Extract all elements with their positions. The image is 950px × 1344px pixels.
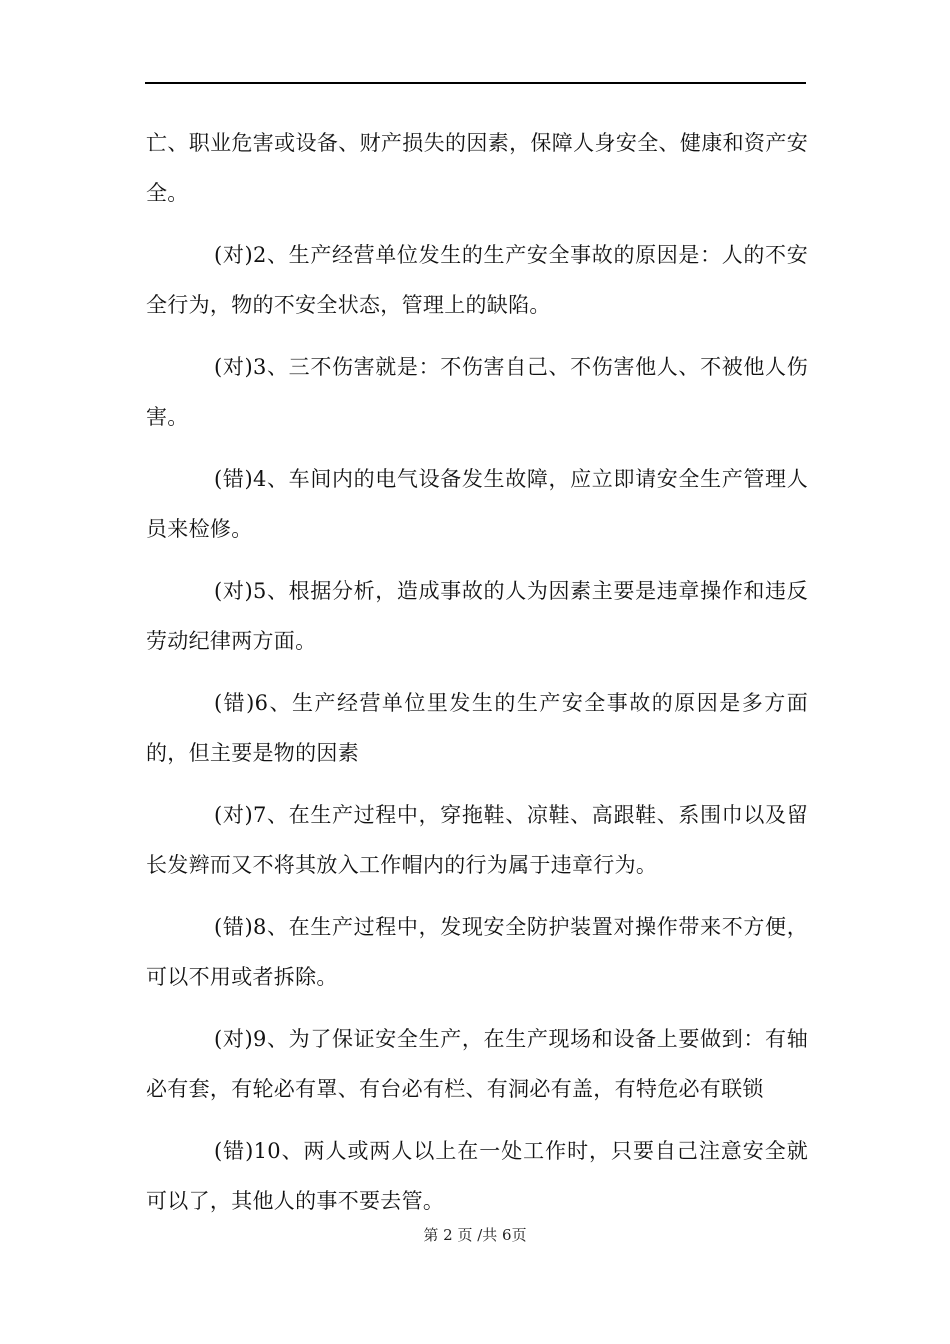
question-4: (错)4、车间内的电气设备发生故障，应立即请安全生产管理人员来检修。	[146, 467, 808, 541]
question-6: (错)6、生产经营单位里发生的生产安全事故的原因是多方面的，但主要是物的因素	[146, 691, 808, 765]
question-2: (对)2、生产经营单位发生的生产安全事故的原因是：人的不安全行为，物的不安全状态，管理上的缺陷。	[146, 243, 808, 317]
header-rule	[145, 82, 806, 84]
question-3: (对)3、三不伤害就是：不伤害自己、不伤害他人、不被他人伤害。	[146, 355, 808, 429]
question-7: (对)7、在生产过程中，穿拖鞋、凉鞋、高跟鞋、系围巾以及留长发辫而又不将其放入工作帽内的行为属于违章行为。	[146, 803, 808, 877]
question-10: (错)10、两人或两人以上在一处工作时，只要自己注意安全就可以了，其他人的事不要去管。	[146, 1139, 808, 1213]
question-5: (对)5、根据分析，造成事故的人为因素主要是违章操作和违反劳动纪律两方面。	[146, 579, 808, 653]
paragraph-continuation: 亡、职业危害或设备、财产损失的因素，保障人身安全、健康和资产安全。	[146, 131, 808, 205]
question-9: (对)9、为了保证安全生产，在生产现场和设备上要做到：有轴必有套，有轮必有罩、有台必有栏、有洞必有盖，有特危必有联锁	[146, 1027, 808, 1101]
document-body	[146, 118, 808, 1238]
page-footer: 第 2 页 /共 6页	[423, 1226, 527, 1244]
question-8: (错)8、在生产过程中，发现安全防护装置对操作带来不方便，可以不用或者拆除。	[146, 915, 808, 989]
